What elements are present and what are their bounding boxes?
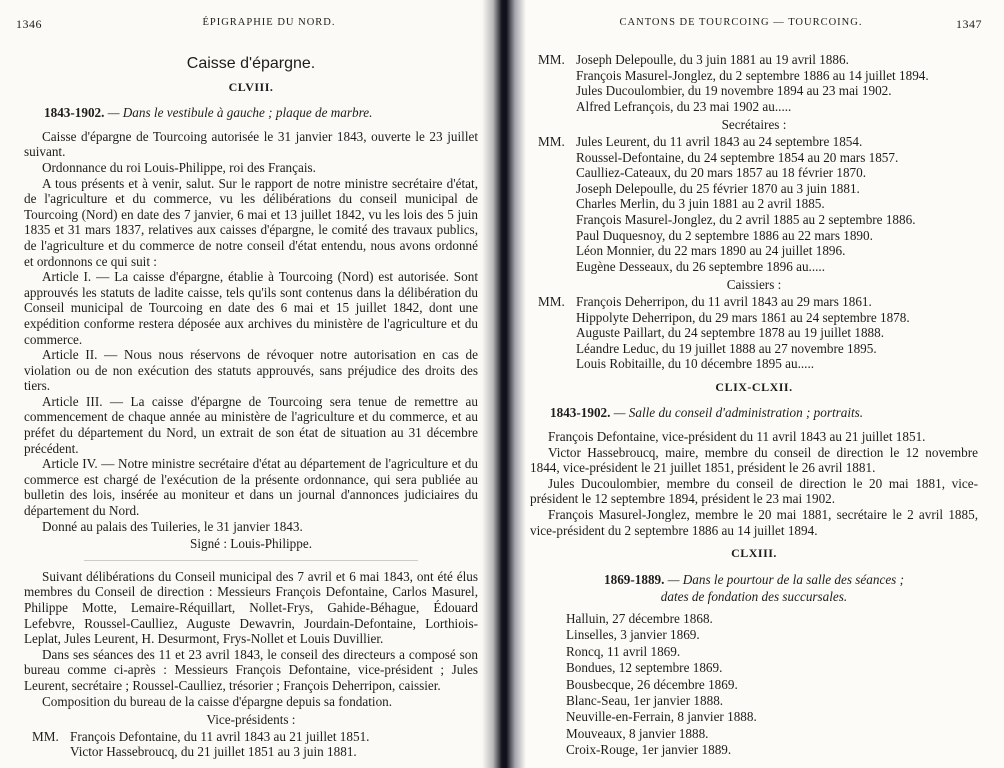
left-content bbox=[24, 52, 478, 760]
left-page-number: 1346 bbox=[16, 17, 42, 31]
left-running-head bbox=[0, 17, 498, 31]
left-running-title: ÉPIGRAPHIE DU NORD. bbox=[202, 17, 336, 28]
list-item: Bousbecque, 26 décembre 1869. bbox=[566, 676, 738, 692]
paragraph: Article III. — La caisse d'épargne de Tourcoing sera tenue de remettre au commencement de chaque année au ministère de l'agriculture et du commerce, et au préfet du département du Nord, un extrait de son état de situation au 31 décembre précédent. bbox=[24, 393, 478, 456]
mm-label: MM. bbox=[538, 133, 565, 149]
list-item: Joseph Delepoulle, du 25 février 1870 au 3 juin 1881. bbox=[576, 180, 860, 196]
list-item: Blanc-Seau, 1er janvier 1888. bbox=[566, 693, 724, 709]
paragraph: Caisse d'épargne de Tourcoing autorisée le 31 janvier 1843, ouverte le 23 juillet suivant. bbox=[24, 128, 478, 160]
list-item bbox=[24, 729, 478, 745]
dateline-text-2: dates de fondation des succursales. bbox=[660, 589, 848, 605]
list-item: Victor Hassebroucq, du 21 juillet 1851 au 3 juin 1881. bbox=[70, 744, 357, 760]
right-page-number: 1347 bbox=[956, 17, 982, 31]
section-title: Caisse d'épargne. bbox=[186, 55, 316, 72]
list-item: Roussel-Defontaine, du 24 septembre 1854 au 20 mars 1857. bbox=[576, 149, 899, 165]
list-item bbox=[530, 52, 978, 68]
list-item: Léon Monnier, du 22 mars 1890 au 24 juillet 1896. bbox=[576, 243, 846, 259]
list-item: Eugène Desseaux, du 26 septembre 1896 au..... bbox=[576, 258, 826, 274]
section-number: CLIX-CLXII. bbox=[715, 379, 793, 394]
dateline-years: 1869-1889. bbox=[604, 571, 665, 587]
right-page bbox=[518, 0, 1004, 768]
dateline bbox=[530, 572, 978, 588]
list-item: Croix-Rouge, 1er janvier 1889. bbox=[566, 742, 732, 758]
section-number: CLXIII. bbox=[731, 546, 777, 561]
vp-heading: Vice-présidents : bbox=[206, 712, 296, 728]
list-text: Joseph Delepoulle, du 3 juin 1881 au 19 avril 1886. bbox=[576, 52, 849, 67]
paragraph: Victor Hassebroucq, maire, membre du conseil de direction le 12 novembre 1844, vice-président le 21 juillet 1851, président le 26 avril 1881. bbox=[530, 444, 978, 476]
right-running-head bbox=[518, 17, 1004, 31]
mm-label: MM. bbox=[538, 293, 565, 309]
list-item: Halluin, 27 décembre 1868. bbox=[566, 611, 713, 626]
dateline-years: 1843-1902. bbox=[550, 405, 611, 421]
book-gutter bbox=[482, 0, 526, 768]
list-item: Linselles, 3 janvier 1869. bbox=[566, 627, 700, 643]
list-text: Jules Leurent, du 11 avril 1843 au 24 septembre 1854. bbox=[576, 133, 863, 149]
list-item: François Masurel-Jonglez, du 2 septembre 1886 au 14 juillet 1894. bbox=[576, 67, 929, 83]
right-running-title: CANTONS DE TOURCOING — TOURCOING. bbox=[619, 17, 863, 28]
dateline-text: — Dans le vestibule à gauche ; plaque de marbre. bbox=[107, 105, 373, 121]
list-item bbox=[530, 134, 978, 150]
list-item: Charles Merlin, du 3 juin 1881 au 2 avril 1885. bbox=[576, 196, 825, 212]
dateline-text: — Dans le pourtour de la salle des séances ; bbox=[667, 571, 904, 587]
list-item: Bondues, 12 septembre 1869. bbox=[566, 660, 723, 676]
caissiers-heading: Caissiers : bbox=[726, 277, 782, 293]
secretaires-heading: Secrétaires : bbox=[721, 117, 787, 133]
dateline bbox=[550, 405, 978, 421]
list-item: Caulliez-Cateaux, du 20 mars 1857 au 18 février 1870. bbox=[576, 165, 867, 181]
mm-label: MM. bbox=[538, 52, 565, 67]
list-item: Roncq, 11 avril 1869. bbox=[566, 643, 681, 659]
section-number: CLVIII. bbox=[228, 79, 274, 94]
list-item: François Masurel-Jonglez, du 2 avril 1885 au 2 septembre 1886. bbox=[576, 211, 916, 227]
list-item: Léandre Leduc, du 19 juillet 1888 au 27 novembre 1895. bbox=[576, 340, 877, 356]
dateline bbox=[44, 105, 478, 121]
paragraph: François Masurel-Jonglez, membre le 20 mai 1881, secrétaire le 2 avril 1885, vice-président du 2 septembre 1886 au 14 juillet 1894. bbox=[530, 507, 978, 538]
list-item: Jules Ducoulombier, du 19 novembre 1894 au 23 mai 1902. bbox=[576, 83, 892, 99]
mm-label: MM. bbox=[32, 728, 59, 744]
paragraph: Dans ses séances des 11 et 23 avril 1843, le conseil des directeurs a composé son bureau comme ci-après : Messieurs François Defontaine, vice-président ; Jules Leurent, secrétaire ; Roussel-Caulliez, trésorier ; François Deherripon, caissier. bbox=[24, 646, 478, 693]
list-item: Neuville-en-Ferrain, 8 janvier 1888. bbox=[566, 709, 757, 725]
paragraph: Suivant délibérations du Conseil municipal des 7 avril et 6 mai 1843, ont été élus membres du Conseil de direction : Messieurs François Defontaine, Carlos Masurel, Philippe Motte, Lemaire-Réquillart, Nollet-Frys, Gahide-Béhague, Édouard Lefebvre, Roussel-Caulliez, Auguste Dewavrin, Jourdain-Defontaine, Lorthiois-Leplat, Jules Leurent, H. Desurmont, Frys-Nollet et Louis Duvillier. bbox=[24, 568, 478, 647]
list-item: Mouveaux, 8 janvier 1888. bbox=[566, 725, 709, 741]
paragraph: Ordonnance du roi Louis-Philippe, roi des Français. bbox=[42, 159, 316, 175]
right-content bbox=[530, 52, 978, 759]
paragraph: Jules Ducoulombier, membre du conseil de direction le 20 mai 1881, vice-président le 12 septembre 1894, président le 23 mai 1902. bbox=[530, 475, 978, 507]
list-item: Alfred Lefrançois, du 23 mai 1902 au..... bbox=[576, 98, 792, 114]
list-text: François Deherripon, du 11 avril 1843 au 29 mars 1861. bbox=[576, 293, 872, 309]
paragraph: A tous présents et à venir, salut. Sur le rapport de notre ministre secrétaire d'état, de l'agriculture et du commerce, vu les délibérations du conseil municipal de Tourcoing (Nord) en date des 7 janvier, 6 mai et 13 juillet 1842, vu les lois des 5 juin 1835 et 31 mars 1837, relatives aux caisses d'épargne, le comité des travaux publics, de l'agriculture et du commerce de notre conseil d'état entendu, nous avons ordonné et ordonnons ce qui suit : bbox=[24, 175, 478, 269]
list-item: Louis Robitaille, du 10 décembre 1895 au..... bbox=[576, 356, 815, 372]
paragraph: Composition du bureau de la caisse d'épargne depuis sa fondation. bbox=[42, 693, 393, 709]
paragraph: Article IV. — Notre ministre secrétaire d'état au département de l'agriculture et du commerce est chargé de l'exécution de la présente ordonnance, qui sera publiée au bulletin des lois, insérée au moniteur et dans un journal d'annonces judiciaires du département du Nord. bbox=[24, 456, 478, 519]
paragraph: Article II. — Nous nous réservons de révoquer notre autorisation en cas de violation ou de non exécution des statuts approuvés, sans préjudice des droits des tiers. bbox=[24, 347, 478, 394]
paragraph: Donné au palais des Tuileries, le 31 janvier 1843. bbox=[42, 518, 303, 534]
dateline-years: 1843-1902. bbox=[44, 105, 105, 121]
left-page bbox=[0, 0, 498, 768]
dateline-text: — Salle du conseil d'administration ; portraits. bbox=[613, 405, 864, 421]
list-item bbox=[530, 294, 978, 310]
list-item: Hippolyte Deherripon, du 29 mars 1861 au 24 septembre 1878. bbox=[576, 309, 910, 325]
divider bbox=[84, 560, 418, 561]
paragraph: François Defontaine, vice-président du 11 avril 1843 au 21 juillet 1851. bbox=[548, 429, 926, 445]
list-item: Auguste Paillart, du 24 septembre 1878 au 19 juillet 1888. bbox=[576, 325, 885, 341]
paragraph: Article I. — La caisse d'épargne, établie à Tourcoing (Nord) est autorisée. Sont approuvés les statuts de ladite caisse, tels qu'ils sont contenus dans la délibération du Conseil municipal de Tourcoing en date des 6 mai et 15 juillet 1842, dont une expédition conforme restera déposée aux archives du ministère de l'agriculture et du commerce. bbox=[24, 269, 478, 347]
list-item: Paul Duquesnoy, du 2 septembre 1886 au 22 mars 1890. bbox=[576, 227, 873, 243]
list-text: François Defontaine, du 11 avril 1843 au 21 juillet 1851. bbox=[70, 728, 370, 744]
signature: Signé : Louis-Philippe. bbox=[190, 536, 312, 552]
